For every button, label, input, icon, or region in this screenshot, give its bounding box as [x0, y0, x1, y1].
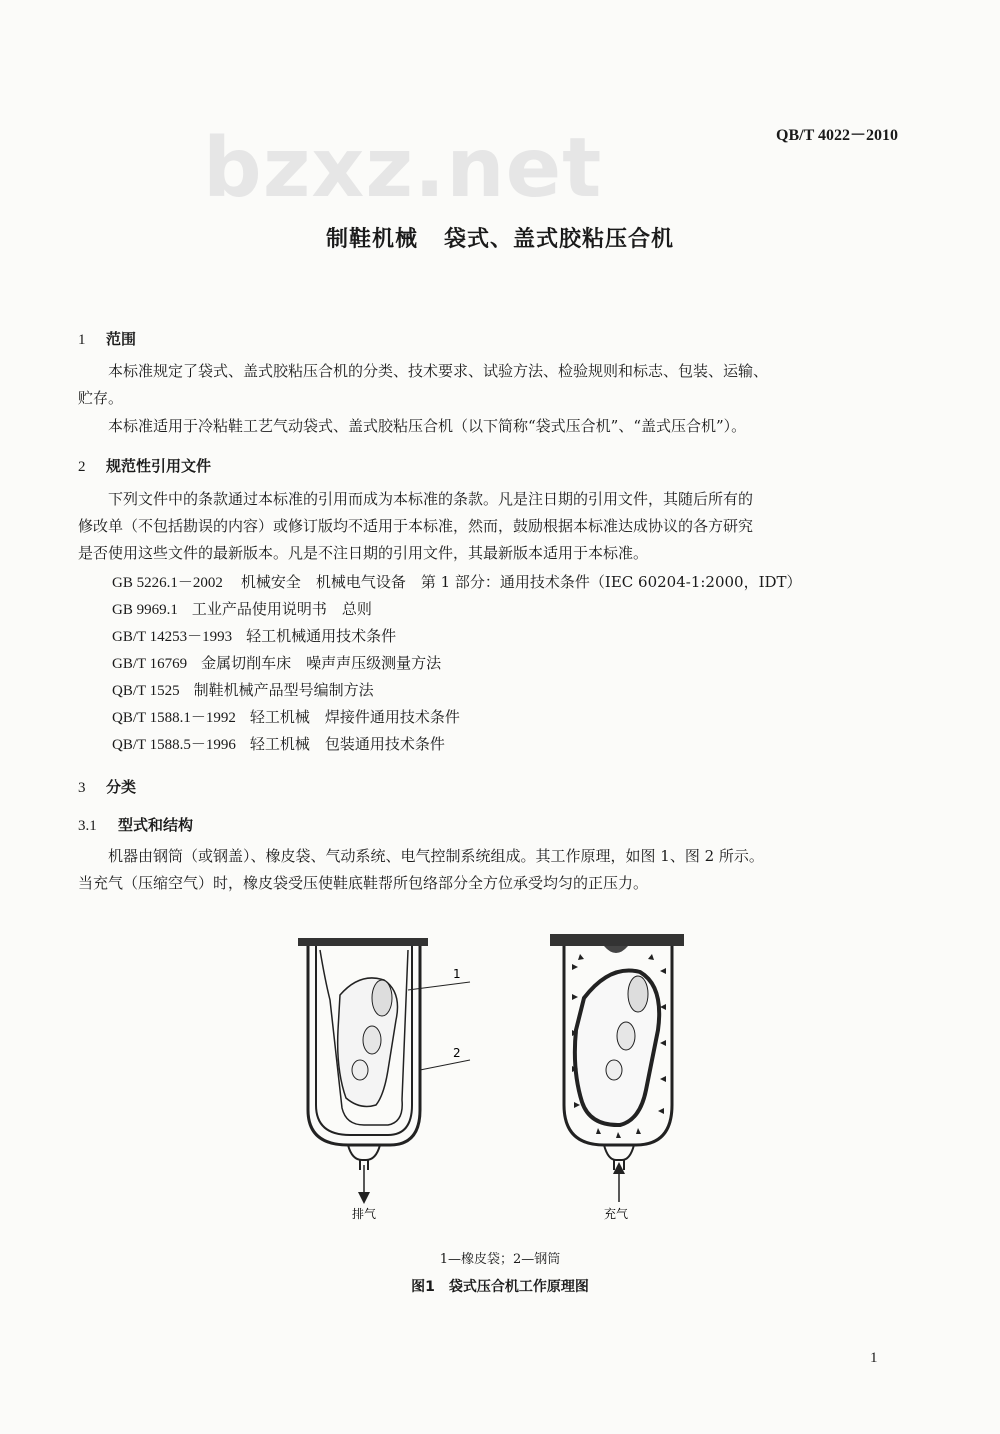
- figure-1-diagram: [280, 920, 720, 1240]
- figure-title: 袋式压合机工作原理图: [448, 1279, 589, 1295]
- section-title: 范围: [106, 330, 137, 348]
- subsection-title: 型式和结构: [118, 816, 194, 834]
- sec1-paragraph2: 本标准适用于冷粘鞋工艺气动袋式、盖式胶粘压合机（以下简称“袋式压合机”、“盖式压合机”）。: [108, 417, 747, 435]
- label-exhaust: 排气: [352, 1207, 377, 1221]
- reference-code: QB/T 1588.1－1992: [112, 710, 236, 726]
- section-title: 规范性引用文件: [106, 457, 212, 475]
- left-cylinder: [298, 938, 470, 1198]
- reference-item: [112, 650, 441, 678]
- watermark: bzxz.net: [203, 121, 603, 216]
- reference-code: GB 9969.1: [112, 602, 178, 618]
- section-number: 1: [78, 332, 86, 348]
- subsection-number: 3.1: [78, 818, 97, 834]
- reference-title: 轻工机械 焊接件通用技术条件: [249, 708, 460, 726]
- document-title: [0, 222, 1000, 253]
- reference-title: 金属切削车床 噪声声压级测量方法: [201, 654, 442, 672]
- reference-title: 工业产品使用说明书 总则: [191, 600, 372, 618]
- right-cylinder: [550, 934, 684, 1202]
- sec1-paragraph1-line1: 本标准规定了袋式、盖式胶粘压合机的分类、技术要求、试验方法、检验规则和标志、包装、运输、: [108, 362, 769, 380]
- section-number: 2: [78, 459, 86, 475]
- section-3-heading: [78, 776, 136, 797]
- reference-item: [112, 677, 374, 705]
- standard-number: QB/T 4022－2010: [776, 127, 898, 144]
- reference-code: QB/T 1588.5－1996: [112, 737, 236, 753]
- section-title: 分类: [106, 778, 137, 796]
- reference-item: [112, 623, 396, 651]
- title-part1: 制鞋机械: [325, 227, 418, 252]
- figure-caption: [0, 1276, 1000, 1296]
- sec2-intro-line3: 是否使用这些文件的最新版本。凡是不注日期的引用文件，其最新版本适用于本标准。: [78, 544, 649, 562]
- reference-title: 轻工机械通用技术条件: [246, 627, 397, 645]
- sec1-paragraph1-line2: 贮存。: [78, 389, 124, 407]
- sec2-intro-line1: 下列文件中的条款通过本标准的引用而成为本标准的条款。凡是注日期的引用文件，其随后所有的: [108, 490, 754, 508]
- section-1-heading: [78, 328, 136, 349]
- reference-title: 轻工机械 包装通用技术条件: [249, 735, 445, 753]
- figure-number: 图1: [411, 1279, 435, 1295]
- label-inflate: 充气: [604, 1207, 629, 1221]
- sec3-paragraph-line2: 当充气（压缩空气）时，橡皮袋受压使鞋底鞋帮所包络部分全方位承受均匀的正压力。: [78, 874, 649, 892]
- sec2-intro-line2: 修改单（不包括勘误的内容）或修订版均不适用于本标准，然而，鼓励根据本标准达成协议的各方研究: [78, 517, 754, 535]
- reference-code: GB/T 14253－1993: [112, 629, 233, 645]
- section-number: 3: [78, 780, 86, 796]
- callout-1: 1: [453, 967, 461, 981]
- reference-title: 机械安全 机械电气设备 第 1 部分：通用技术条件（IEC 60204-1:2000，IDT）: [240, 573, 802, 591]
- figure-legend: 1—橡皮袋；2—钢筒: [439, 1252, 561, 1267]
- page-number: 1: [870, 1350, 878, 1366]
- reference-item: [112, 596, 372, 624]
- reference-code: GB 5226.1－2002: [112, 575, 223, 591]
- reference-item: [112, 704, 460, 732]
- section-2-heading: [78, 455, 211, 476]
- reference-code: QB/T 1525: [112, 683, 180, 699]
- reference-item: [112, 569, 802, 597]
- reference-title: 制鞋机械产品型号编制方法: [193, 681, 374, 699]
- reference-item: [112, 731, 445, 759]
- title-part2: 袋式、盖式胶粘压合机: [444, 227, 675, 252]
- subsection-3-1-heading: [78, 814, 193, 835]
- reference-code: GB/T 16769: [112, 656, 188, 672]
- sec3-paragraph-line1: 机器由钢筒（或钢盖）、橡皮袋、气动系统、电气控制系统组成。其工作原理，如图 1、图 2 所示。: [108, 847, 764, 865]
- callout-2: 2: [453, 1046, 461, 1060]
